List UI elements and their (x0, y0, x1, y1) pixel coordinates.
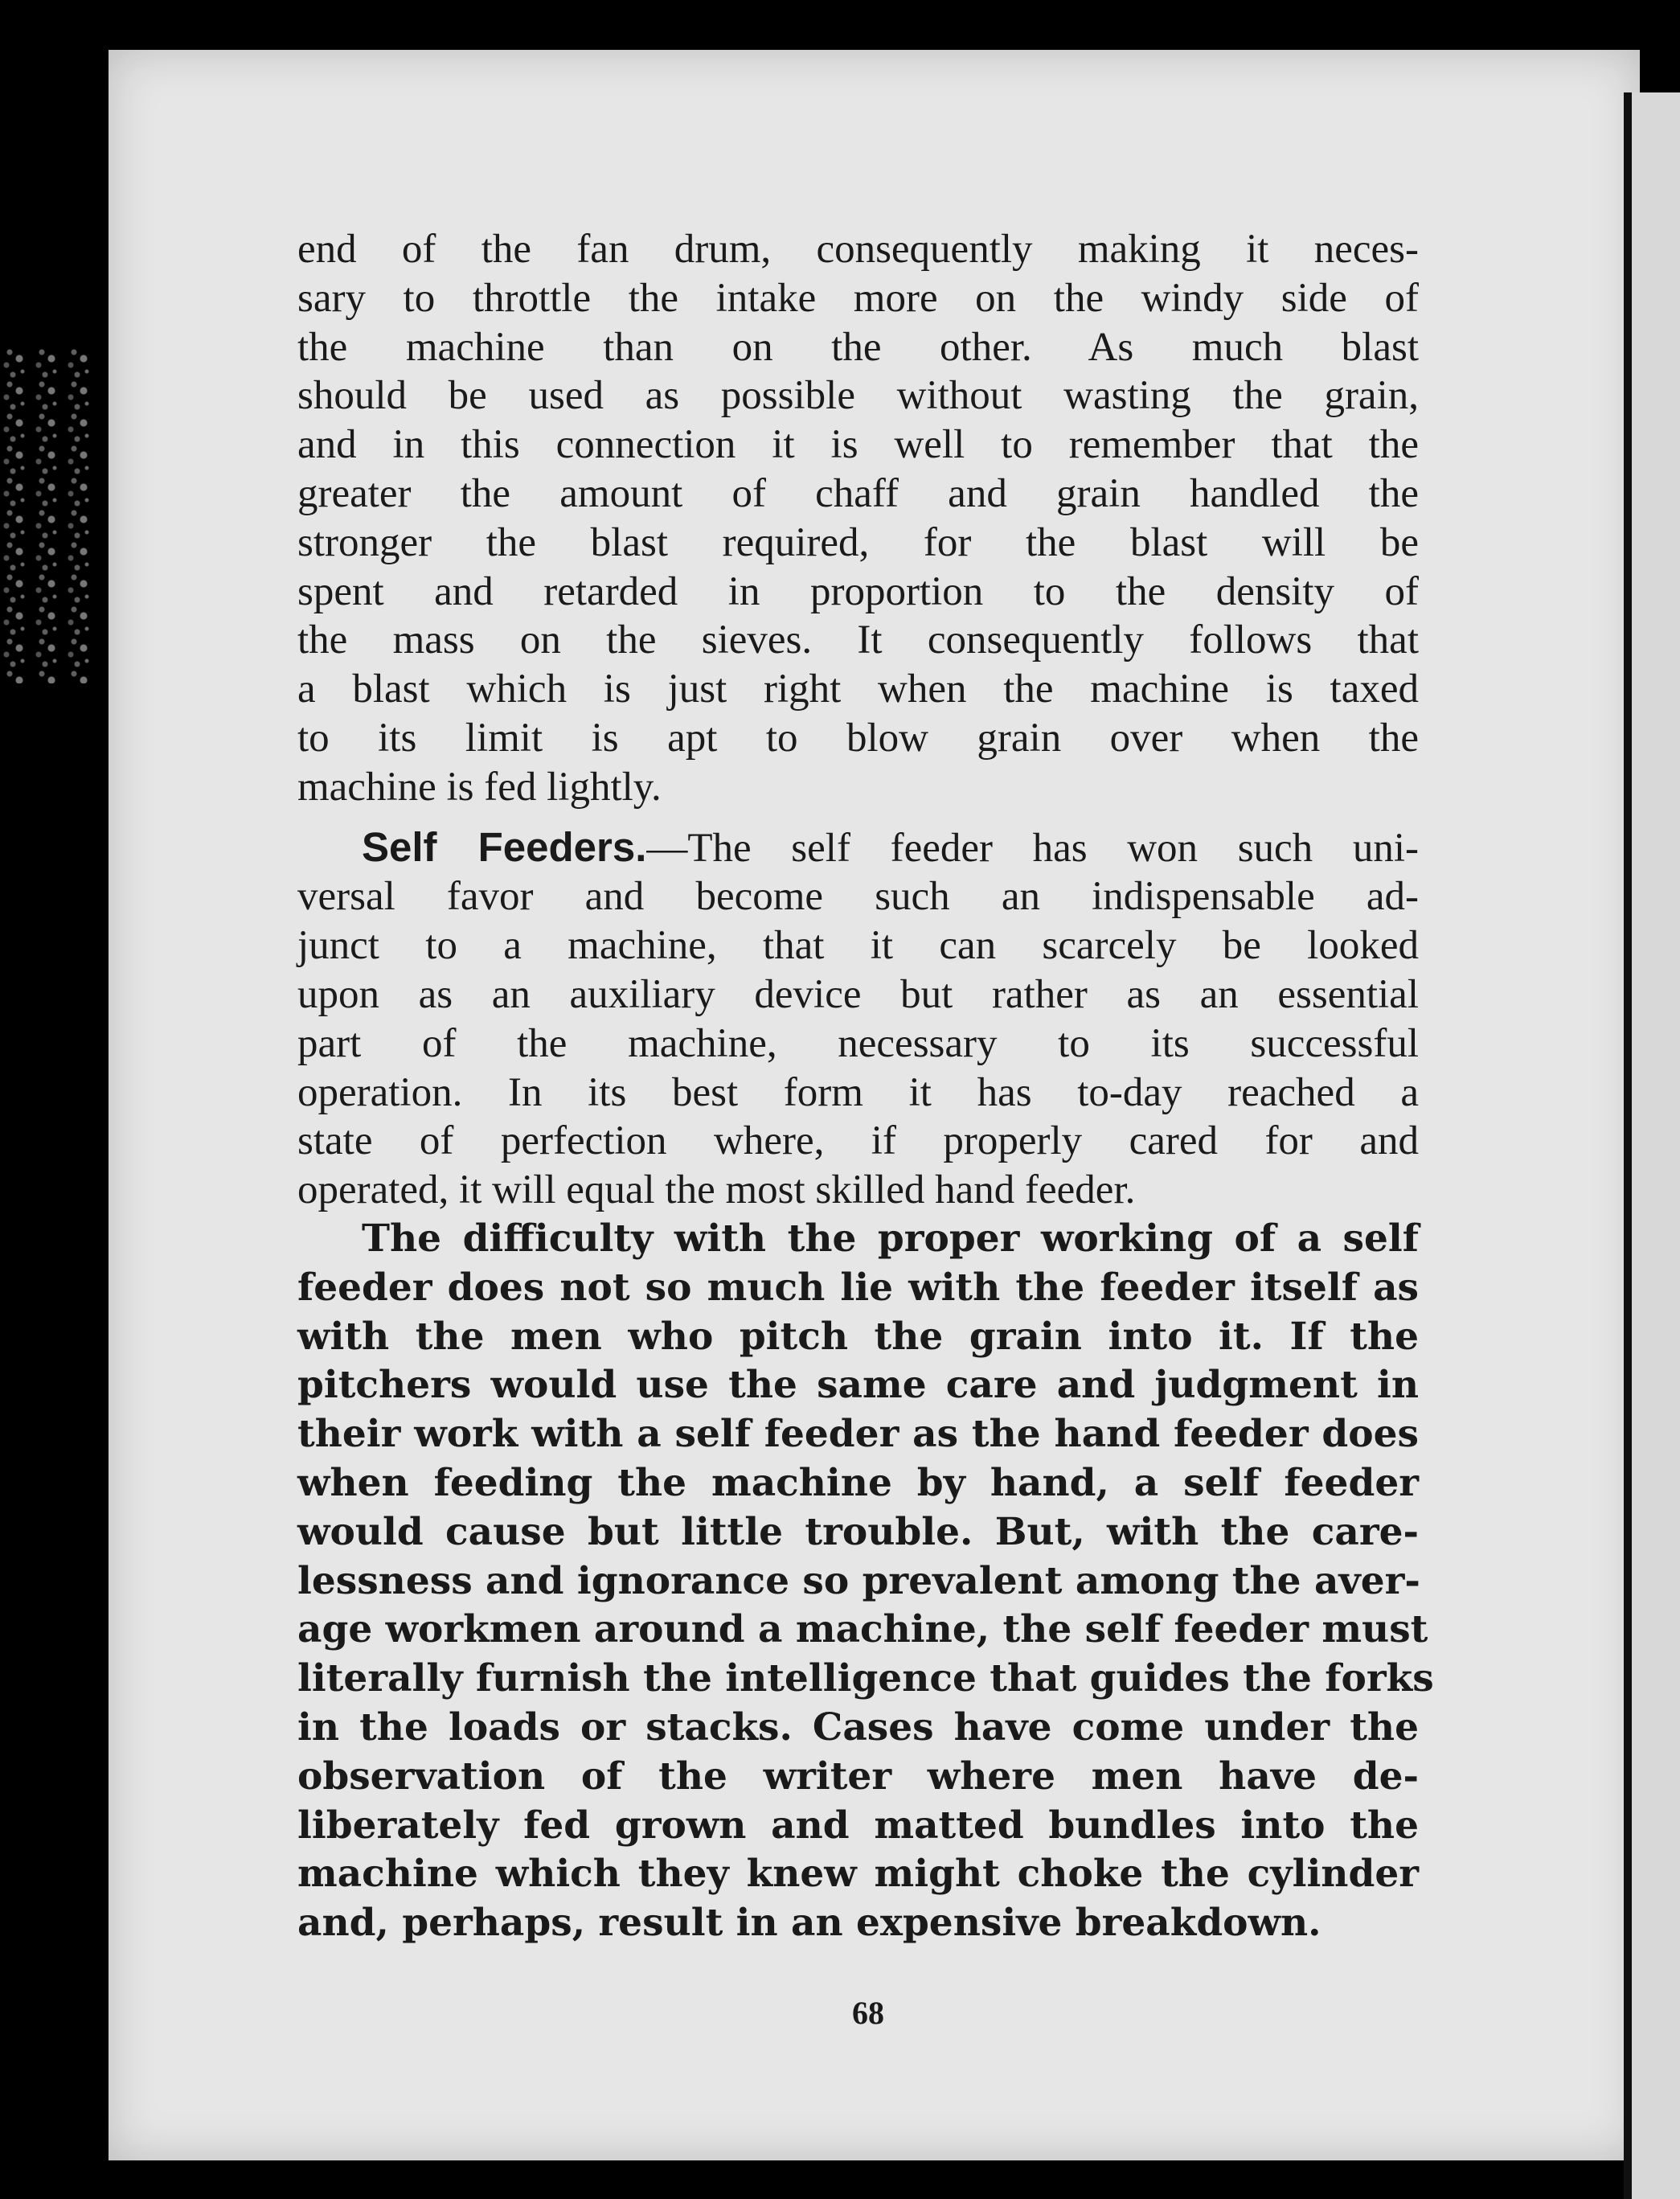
page-number: 68 (852, 1995, 884, 2031)
text-line: upon as an auxiliary device but rather as an essential (297, 971, 1419, 1017)
text-line: age workmen around a machine, the self feeder must (297, 1607, 1428, 1652)
text-line: The difficulty with the proper working of a self (362, 1216, 1419, 1261)
paragraph-2 (297, 823, 1419, 1215)
text-line: and in this connection it is well to remember that the (297, 422, 1419, 468)
text-line (297, 823, 1419, 873)
text-line: operation. In its best form it has to-day reached a (297, 1069, 1419, 1115)
text-line: lessness and ignorance so prevalent among the aver- (297, 1558, 1420, 1603)
text-line: a blast which is just right when the machine is taxed (297, 667, 1419, 712)
text-line: junct to a machine, that it can scarcely be looked (297, 923, 1419, 969)
text-line: liberately fed grown and matted bundles into the (297, 1803, 1419, 1848)
scan-artifact (0, 346, 96, 683)
text-line: would cause but little trouble. But, with the care- (297, 1509, 1419, 1554)
paragraph-1 (297, 225, 1419, 812)
text-line: the machine than on the other. As much blast (297, 324, 1419, 370)
text-line: machine which they knew might choke the cylinder (297, 1852, 1419, 1897)
text-line: in the loads or stacks. Cases have come under the (297, 1705, 1419, 1750)
text-line: sary to throttle the intake more on the windy side of (297, 275, 1419, 321)
text-line: state of perfection where, if properly cared for and (297, 1118, 1419, 1164)
text-line: literally furnish the intelligence that guides the forks (297, 1656, 1434, 1701)
text-line: with the men who pitch the grain into it. If the (297, 1314, 1419, 1359)
text-line: and, perhaps, result in an expensive breakdown. (297, 1901, 1321, 1946)
text-line: versal favor and become such an indispensable ad- (297, 874, 1419, 920)
body-text (297, 225, 1434, 1948)
text-line: to its limit is apt to blow grain over when the (297, 715, 1419, 761)
page-edge (1624, 92, 1680, 2199)
text-run: —The self feeder has won such uni- (646, 825, 1419, 871)
text-line: when feeding the machine by hand, a self feeder (297, 1460, 1419, 1505)
text-line: machine is fed lightly. (297, 764, 662, 810)
paragraph-3 (297, 1215, 1434, 1948)
text-line: part of the machine, necessary to its successful (297, 1020, 1419, 1066)
section-heading: Self Feeders. (362, 823, 647, 870)
text-line: feeder does not so much lie with the feeder itself as (297, 1265, 1419, 1310)
text-line: the mass on the sieves. It consequently follows that (297, 617, 1419, 663)
text-line: greater the amount of chaff and grain handled the (297, 470, 1419, 516)
text-line: observation of the writer where men have de- (297, 1754, 1419, 1799)
text-line: pitchers would use the same care and judgment in (297, 1363, 1419, 1408)
text-line: end of the fan drum, consequently making it neces- (297, 227, 1419, 272)
text-line: stronger the blast required, for the blast will be (297, 519, 1419, 565)
text-line: spent and retarded in proportion to the density of (297, 568, 1419, 614)
text-line: should be used as possible without wasting the grain, (297, 373, 1419, 419)
text-line: operated, it will equal the most skilled hand feeder. (297, 1167, 1136, 1213)
text-line: their work with a self feeder as the hand feeder does (297, 1412, 1419, 1457)
